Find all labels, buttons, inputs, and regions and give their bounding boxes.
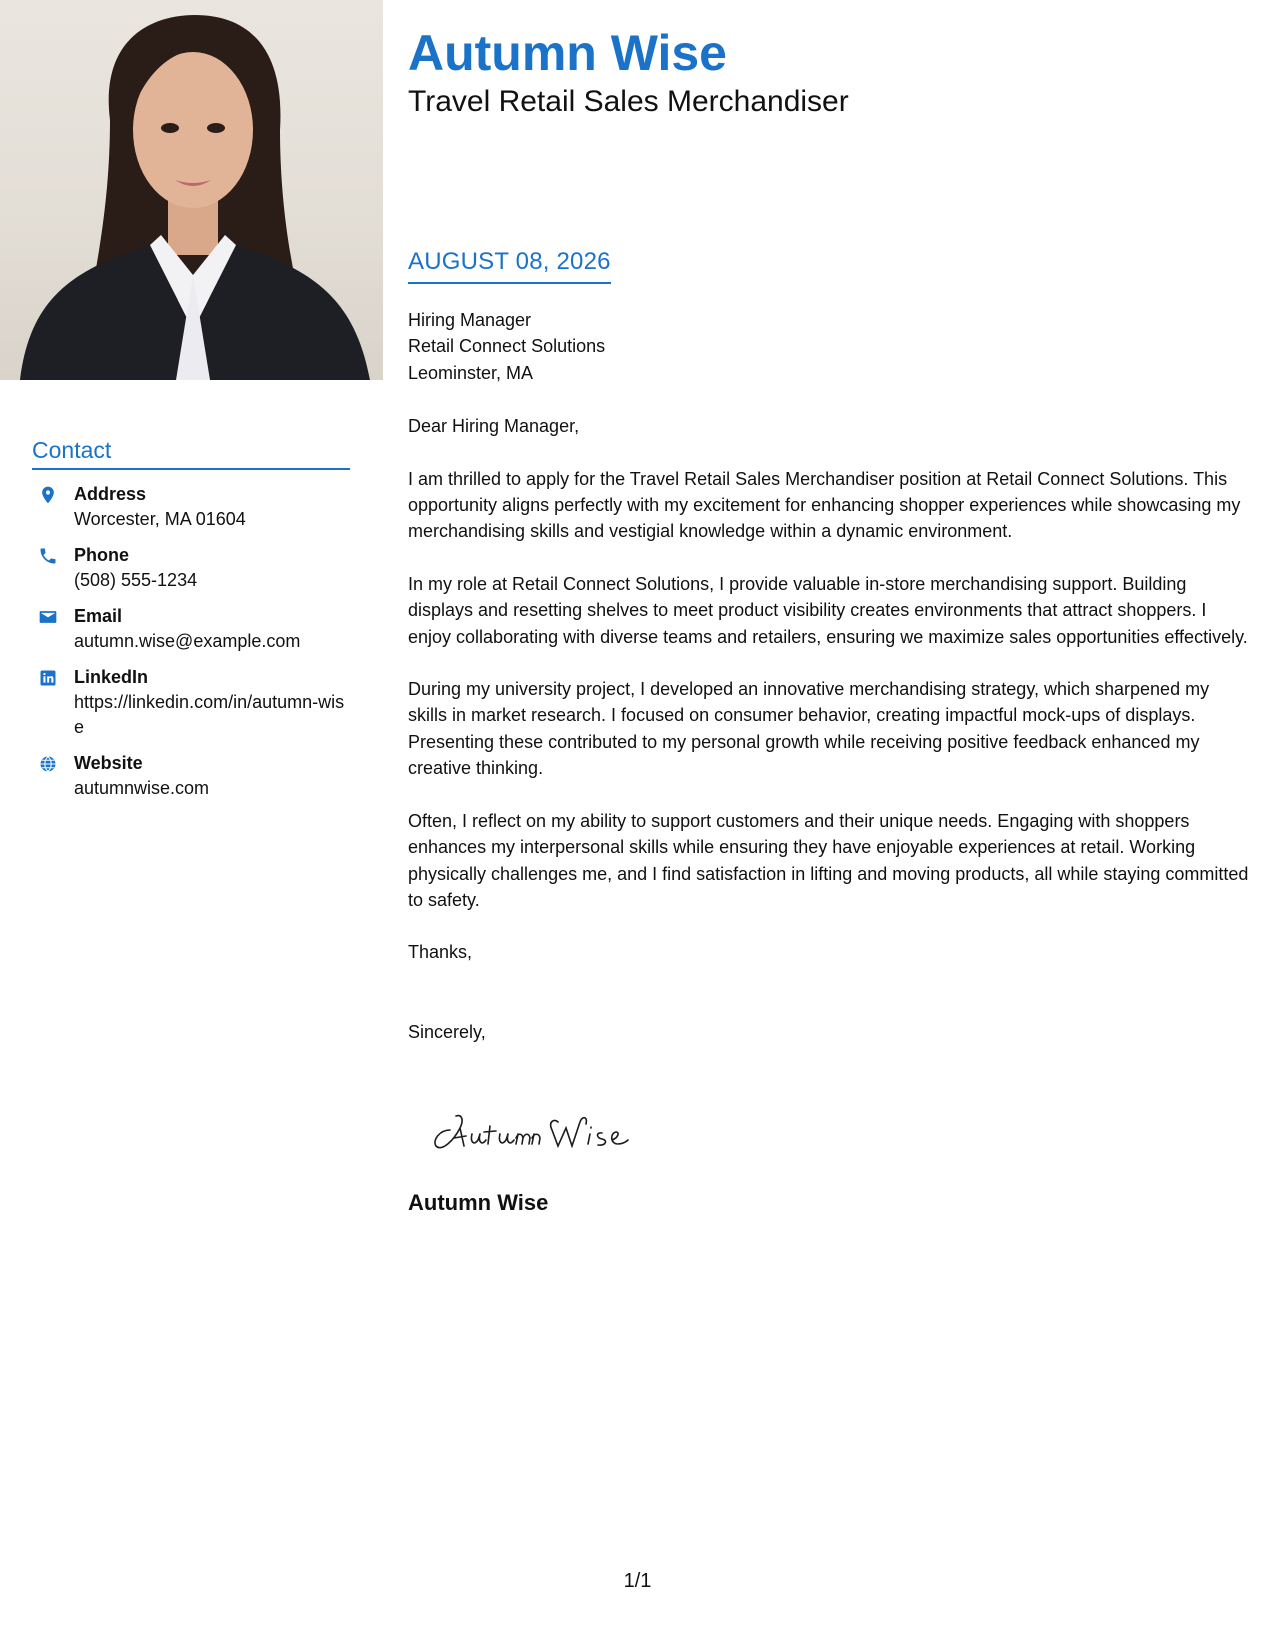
- location-pin-icon: [36, 483, 60, 507]
- contact-section: [32, 437, 350, 812]
- contact-item-email: [32, 604, 350, 654]
- globe-icon: [36, 752, 60, 776]
- header: [408, 22, 1253, 120]
- signed-name: Autumn Wise: [408, 1190, 549, 1215]
- letter-body: [408, 307, 1253, 1045]
- contact-value[interactable]: autumn.wise@example.com: [74, 631, 301, 651]
- linkedin-icon: [36, 666, 60, 690]
- email-icon: [36, 605, 60, 629]
- letter-paragraph: I am thrilled to apply for the Travel Retail Sales Merchandiser position at Retail Connect Solutions. This opportunity aligns perfectly with my excitement for enhancing shopper experiences while showcasing my merchandising skills and vestigial knowledge within a dynamic environment.: [408, 468, 1241, 542]
- contact-label: Phone: [74, 545, 130, 565]
- contact-item-address: [32, 482, 350, 532]
- letter-paragraph: During my university project, I developed an innovative merchandising strategy, which sharpened my skills in market research. I focused on consumer behavior, creating impactful mock-ups of displays. Presenting these contributed to my personal growth while receiving positive feedback enhanced my creative thinking.: [408, 679, 1210, 779]
- page-number: 1/1: [623, 1570, 652, 1592]
- contact-value[interactable]: autumnwise.com: [74, 778, 210, 798]
- contact-item-phone: [32, 543, 350, 593]
- phone-icon: [36, 544, 60, 568]
- contact-heading: Contact: [32, 437, 350, 470]
- contact-label: LinkedIn: [74, 667, 149, 687]
- contact-list: [32, 482, 350, 801]
- candidate-name: Autumn Wise: [408, 25, 727, 81]
- contact-label: Address: [74, 484, 147, 504]
- letter-paragraph: Often, I reflect on my ability to support customers and their unique needs. Engaging with shoppers enhances my interpersonal skills while ensuring they have enjoyable experiences at retail. Working physically challenges me, and I find satisfaction in lifting and moving products, all while staying committed to safety.: [408, 810, 1249, 910]
- letter-date: AUGUST 08, 2026: [408, 248, 611, 284]
- contact-value[interactable]: (508) 555-1234: [74, 570, 198, 590]
- closing: Thanks,: [408, 942, 473, 963]
- recipient-block: [408, 307, 1253, 386]
- recipient-line: Leominster, MA: [408, 362, 534, 383]
- job-title: Travel Retail Sales Merchandiser: [408, 85, 849, 118]
- contact-label: Email: [74, 606, 123, 626]
- contact-value[interactable]: https://linkedin.com/in/autumn-wise: [74, 692, 345, 737]
- handwritten-signature: [420, 1100, 660, 1160]
- contact-value: Worcester, MA 01604: [74, 509, 246, 529]
- recipient-line: Hiring Manager: [408, 310, 532, 330]
- contact-item-linkedin: [32, 665, 350, 740]
- contact-label: Website: [74, 753, 143, 773]
- signoff: Sincerely,: [408, 1021, 486, 1042]
- contact-item-website: [32, 751, 350, 801]
- profile-photo: [0, 0, 383, 380]
- recipient-line: Retail Connect Solutions: [408, 336, 606, 357]
- date-block: [408, 248, 611, 284]
- salutation: Dear Hiring Manager,: [408, 416, 580, 437]
- letter-paragraph: In my role at Retail Connect Solutions, I provide valuable in-store merchandising support. Building displays and resetting shelves to meet product visibility creates environments that attract shoppers. I enjoy collaborating with diverse teams and retailers, ensuring we maximize sales opportunities effectively.: [408, 573, 1248, 647]
- portrait-illustration: [0, 0, 383, 380]
